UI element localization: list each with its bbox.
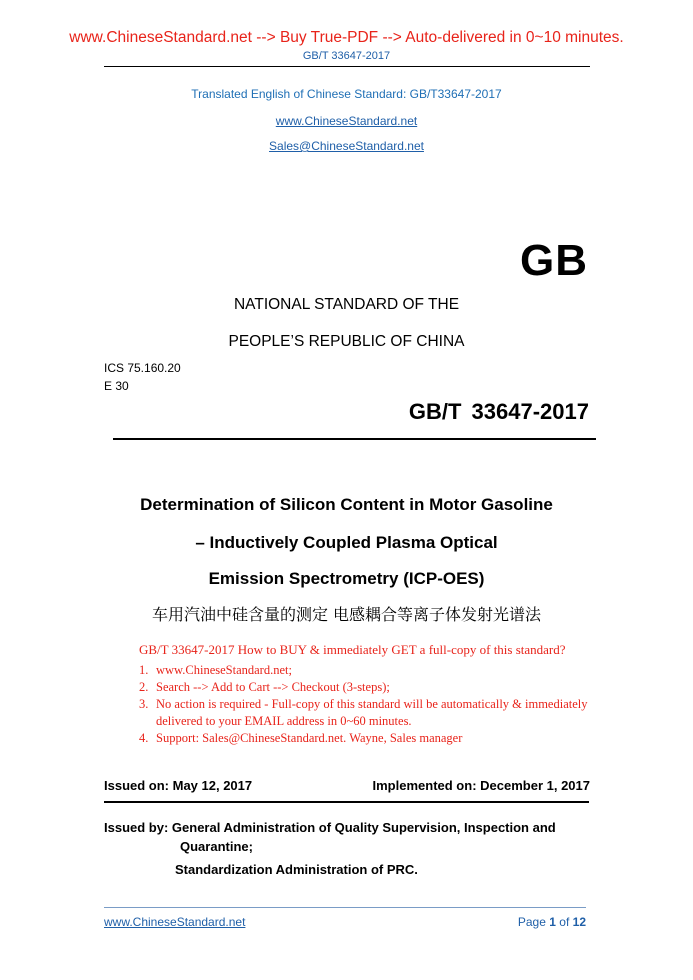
- gb-logo: GB: [520, 236, 588, 285]
- issuer-line1: General Administration of Quality Supervision, Inspection and: [171, 820, 556, 835]
- page-current: 1: [549, 915, 556, 929]
- footer-website-link[interactable]: www.ChineseStandard.net: [104, 915, 246, 929]
- header-standard-code: GB/T 33647-2017: [302, 50, 391, 62]
- ics-code: ICS 75.160.20: [104, 361, 181, 375]
- title-line1: Determination of Silicon Content in Motor Gasoline: [140, 495, 553, 514]
- dates-row: [104, 778, 590, 793]
- issued-by-label: Issued by:: [104, 820, 169, 835]
- buy-step: 3. No action is required - Full-copy of this standard will be automatically & immediately delivered to your EMAIL address in 0~60 minutes.: [139, 697, 588, 728]
- standard-number: GB/T 33647-2017: [408, 399, 589, 424]
- title-divider: [113, 438, 596, 440]
- ccs-code: E 30: [104, 379, 129, 393]
- issued-by-block: [104, 818, 556, 879]
- top-banner[interactable]: www.ChineseStandard.net --> Buy True-PDF --> Auto-delivered in 0~10 minutes.: [69, 29, 624, 46]
- issuer-line3: Standardization Administration of PRC.: [175, 862, 418, 877]
- footer-divider: [104, 907, 586, 908]
- email-link[interactable]: Sales@ChineseStandard.net: [269, 139, 424, 153]
- buy-step[interactable]: 1. www.ChineseStandard.net;: [139, 663, 292, 677]
- website-link[interactable]: www.ChineseStandard.net: [275, 114, 418, 128]
- translated-note: Translated English of Chinese Standard: GB/T33647-2017: [191, 87, 502, 101]
- title-line2: – Inductively Coupled Plasma Optical: [195, 533, 498, 552]
- national-standard-line2: PEOPLE’S REPUBLIC OF CHINA: [228, 333, 465, 350]
- implemented-on: Implemented on: December 1, 2017: [372, 778, 590, 793]
- buy-step: 2. Search --> Add to Cart --> Checkout (3-steps);: [139, 680, 390, 694]
- buy-instructions: [139, 642, 599, 747]
- chinese-title: 车用汽油中硅含量的测定 电感耦合等离子体发射光谱法: [151, 605, 542, 624]
- national-standard-line1: NATIONAL STANDARD OF THE: [233, 296, 460, 313]
- issued-on: Issued on: May 12, 2017: [104, 778, 253, 793]
- dates-divider: [104, 801, 589, 803]
- issuer-line2: Quarantine;: [180, 839, 253, 854]
- buy-step[interactable]: 4. Support: Sales@ChineseStandard.net. Wayne, Sales manager: [139, 731, 463, 745]
- header-divider: [104, 66, 590, 67]
- page-total: 12: [572, 915, 586, 929]
- title-line3: Emission Spectrometry (ICP-OES): [208, 569, 485, 588]
- buy-steps-list: [139, 662, 599, 747]
- buy-heading: GB/T 33647-2017 How to BUY & immediately GET a full-copy of this standard?: [139, 642, 566, 657]
- page-indicator: Page 1 of 12: [517, 915, 586, 929]
